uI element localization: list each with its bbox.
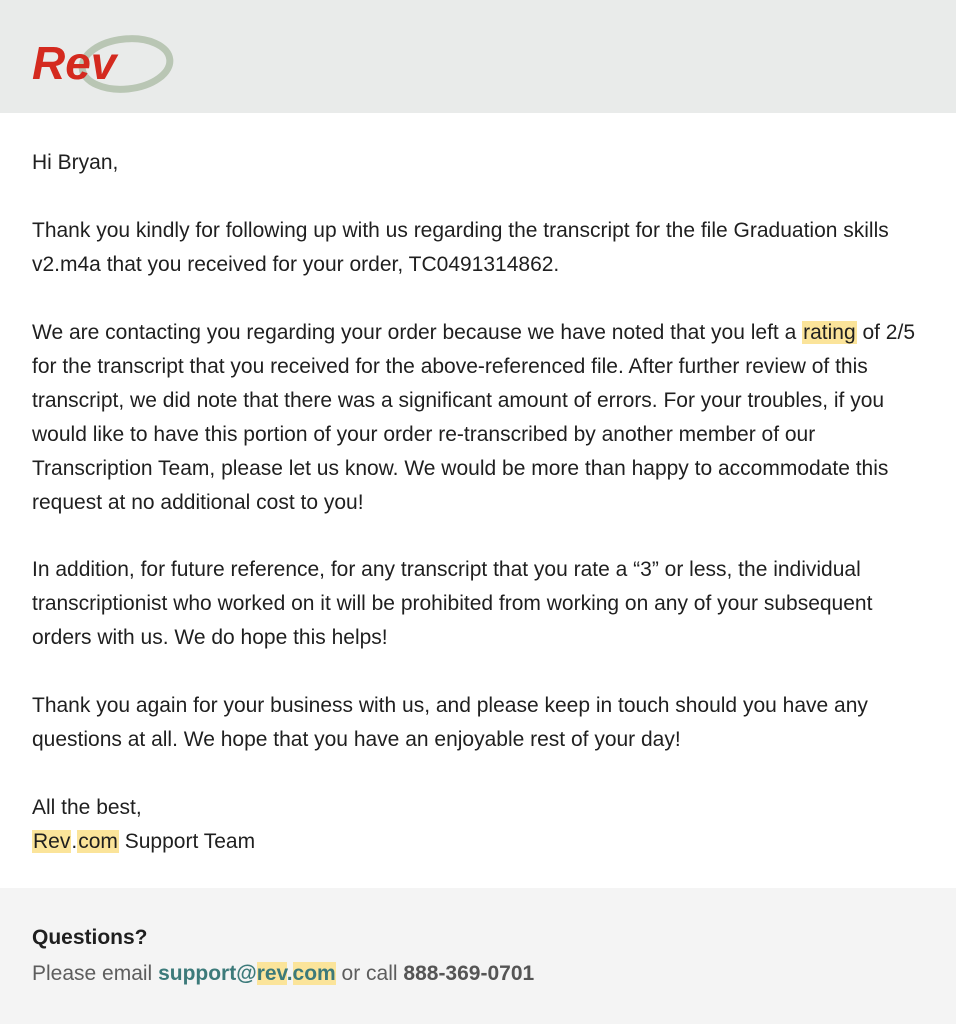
email-user: support@	[158, 962, 257, 985]
signature-com-link[interactable]: com	[78, 830, 118, 853]
signoff: All the best,	[32, 796, 142, 819]
signature	[32, 825, 932, 859]
rating-highlight: rating	[803, 321, 856, 344]
signature-dot: .	[71, 830, 78, 853]
questions-title: Questions?	[32, 926, 148, 949]
paragraph-future-reference: In addition, for future reference, for any transcript that you rate a “3” or less, the individual transcriptionist who worked on it will be prohibited from working on any of your subsequent orders with us. We do hope this helps!	[32, 558, 873, 649]
support-email-link[interactable]	[158, 962, 336, 985]
contact-line	[32, 962, 534, 986]
paragraph-rating	[32, 316, 932, 520]
paragraph-rating-end: of 2/5 for the transcript that you received for the above-referenced file. After further review of this transcript, we did note that there was a significant amount of errors. For your troubles, if you would like to have this portion of your order re-transcribed by another member of our Transcription Team, please let us know. We would be more than happy to accommodate this request at no additional cost to you!	[32, 321, 916, 514]
signature-team: Support Team	[118, 830, 256, 853]
email-header	[0, 0, 956, 113]
svg-text:Rev: Rev	[32, 37, 117, 89]
email-domain-com: com	[292, 962, 336, 985]
greeting: Hi Bryan,	[32, 151, 119, 174]
email-dot: .	[286, 962, 293, 985]
support-phone[interactable]: 888-369-0701	[403, 962, 535, 985]
email-prefix: Please email	[32, 962, 159, 985]
email-domain-rev: rev	[256, 962, 287, 985]
paragraph-order-followup: Thank you kindly for following up with us regarding the transcript for the file Graduation skills v2.m4a that you received for your order, TC0491314862.	[32, 219, 889, 276]
signature-rev-link[interactable]: Rev	[33, 830, 71, 853]
rev-logo-icon	[30, 30, 175, 98]
email-footer	[0, 888, 956, 1024]
rev-logo[interactable]	[30, 30, 175, 98]
paragraph-rating-start: We are contacting you regarding your order because we have noted that you left a	[32, 321, 803, 344]
paragraph-thank-you: Thank you again for your business with us, and please keep in touch should you have any questions at all. We hope that you have an enjoyable rest of your day!	[32, 694, 868, 751]
call-text: or call	[335, 962, 404, 985]
